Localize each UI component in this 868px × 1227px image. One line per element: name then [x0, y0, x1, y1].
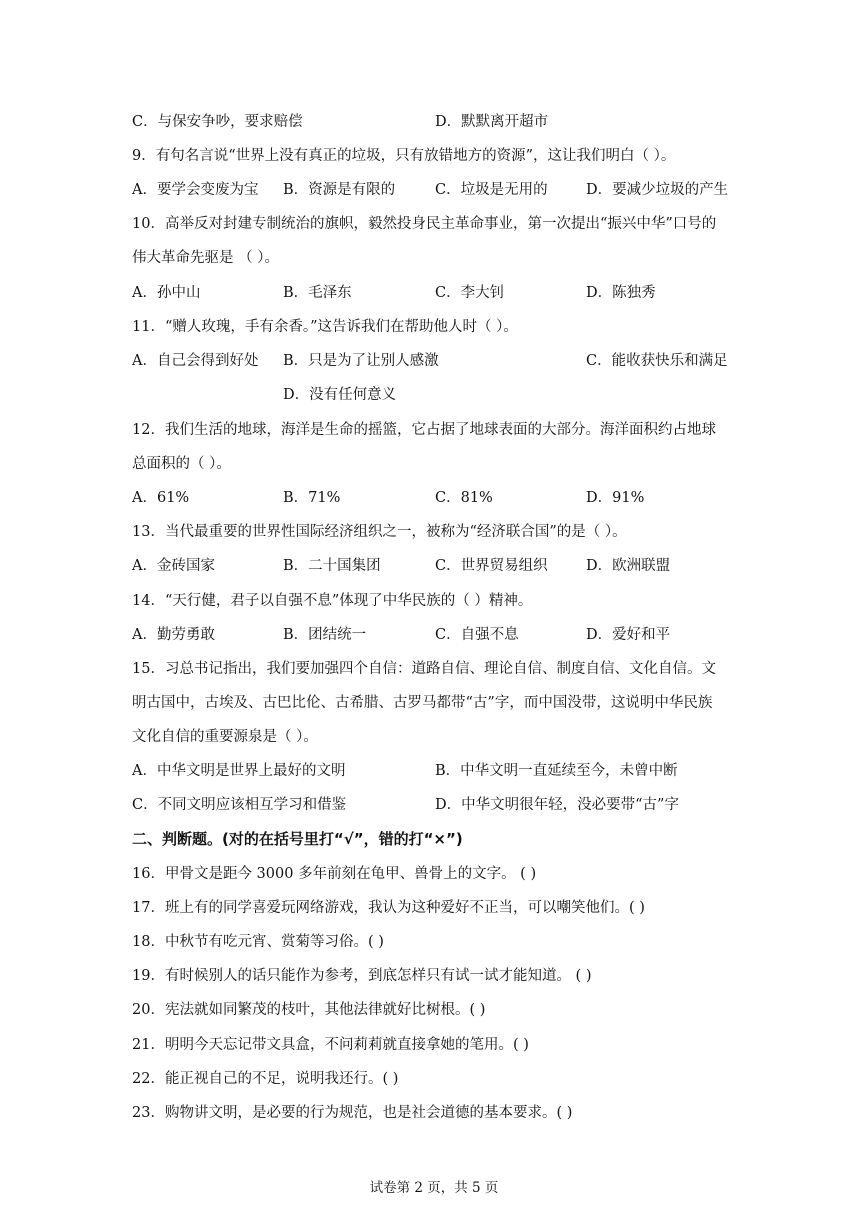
question-11-options-row2: [132, 385, 752, 405]
option-c: C．自强不息: [435, 627, 519, 643]
option-b: B．只是为了让别人感激: [283, 353, 439, 369]
option-d: D．没有任何意义: [283, 387, 397, 403]
judgment-item-16: 16．甲骨文是距今 3000 多年前刻在龟甲、兽骨上的文字。 ( ): [132, 866, 537, 882]
option-c: C．不同文明应该相互学习和借鉴: [132, 797, 347, 813]
question-11-options: [132, 351, 752, 371]
judgment-item-20: 20．宪法就如同繁茂的枝叶，其他法律就好比树根。( ): [132, 1002, 486, 1018]
option-b: B．团结统一: [283, 627, 367, 643]
question-15-stem-line3: 文化自信的重要源泉是（ ）。: [132, 729, 318, 745]
question-13-options: [132, 556, 752, 576]
question-15-stem-line1: 15．习总书记指出，我们要加强四个自信：道路自信、理论自信、制度自信、文化自信。文: [132, 661, 716, 677]
option-d: D．中华文明很年轻，没必要带“古”字: [435, 797, 679, 813]
question-9-options: [132, 180, 752, 200]
option-a: A．中华文明是世界上最好的文明: [132, 763, 346, 779]
judgment-item-17: 17．班上有的同学喜爱玩网络游戏，我认为这种爱好不正当，可以嘲笑他们。( ): [132, 900, 645, 916]
question-13-stem: 13．当代最重要的世界性国际经济组织之一，被称为“经济联合国”的是（ ）。: [132, 524, 627, 540]
judgment-item-21: 21．明明今天忘记带文具盒，不问莉莉就直接拿她的笔用。( ): [132, 1037, 529, 1053]
option-a: A．金砖国家: [132, 558, 215, 574]
question-10-options: [132, 283, 752, 303]
option-d: D．欧洲联盟: [586, 558, 671, 574]
question-15-options-row1: [132, 761, 752, 781]
option-b: B．中华文明一直延续至今，未曾中断: [435, 763, 678, 779]
judgment-item-22: 22．能正视自己的不足，说明我还行。( ): [132, 1071, 399, 1087]
prev-question-options: [132, 112, 752, 132]
question-12-stem-line1: 12．我们生活的地球，海洋是生命的摇篮，它占据了地球表面的大部分。海洋面积约占地球: [132, 422, 716, 438]
question-10-stem-line2: 伟大革命先驱是 （ ）。: [132, 250, 279, 266]
question-12-stem-line2: 总面积的（ ）。: [132, 456, 231, 472]
judgment-item-23: 23．购物讲文明，是必要的行为规范，也是社会道德的基本要求。( ): [132, 1105, 573, 1121]
question-10-stem-line1: 10．高举反对封建专制统治的旗帜，毅然投身民主革命事业，第一次提出“振兴中华”口号的: [132, 216, 717, 232]
option-c: C．81%: [435, 490, 493, 506]
question-15-options-row2: [132, 795, 752, 815]
option-c: C．李大钊: [435, 285, 505, 301]
option-a: A．61%: [132, 490, 190, 506]
option-c: C．世界贸易组织: [435, 558, 548, 574]
option-c: C．能收获快乐和满足: [586, 353, 728, 369]
option-d: D．爱好和平: [586, 627, 671, 643]
option-d: D．91%: [586, 490, 645, 506]
page-footer: 试卷第 2 页，共 5 页: [369, 1180, 499, 1196]
option-d: D．默默离开超市: [435, 114, 549, 130]
question-14-options: [132, 625, 752, 645]
question-12-options: [132, 488, 752, 508]
option-b: B．资源是有限的: [283, 182, 396, 198]
question-11-stem: 11．“赠人玫瑰，手有余香。”这告诉我们在帮助他人时（ ）。: [132, 319, 518, 335]
option-a: A．自己会得到好处: [132, 353, 259, 369]
option-b: B．毛泽东: [283, 285, 352, 301]
option-b: B．71%: [283, 490, 341, 506]
question-9-stem: 9．有句名言说“世界上没有真正的垃圾，只有放错地方的资源”，这让我们明白（ ）。: [132, 148, 676, 164]
section-heading-judgment: 二、判断题。(对的在括号里打“√”，错的打“×”): [132, 830, 463, 848]
option-d: D．陈独秀: [586, 285, 656, 301]
option-a: A．勤劳勇敢: [132, 627, 215, 643]
question-15-stem-line2: 明古国中，古埃及、古巴比伦、古希腊、古罗马都带“古”字，而中国没带，这说明中华民族: [132, 695, 713, 711]
judgment-item-18: 18．中秋节有吃元宵、赏菊等习俗。( ): [132, 934, 384, 950]
option-b: B．二十国集团: [283, 558, 381, 574]
option-a: A．孙中山: [132, 285, 201, 301]
option-c: C．垃圾是无用的: [435, 182, 548, 198]
option-d: D．要减少垃圾的产生: [586, 182, 729, 198]
judgment-item-19: 19．有时候别人的话只能作为参考，到底怎样只有试一试才能知道。 ( ): [132, 968, 592, 984]
question-14-stem: 14．“天行健，君子以自强不息”体现了中华民族的（ ）精神。: [132, 593, 533, 609]
option-a: A．要学会变废为宝: [132, 182, 259, 198]
option-c: C．与保安争吵，要求赔偿: [132, 114, 303, 130]
